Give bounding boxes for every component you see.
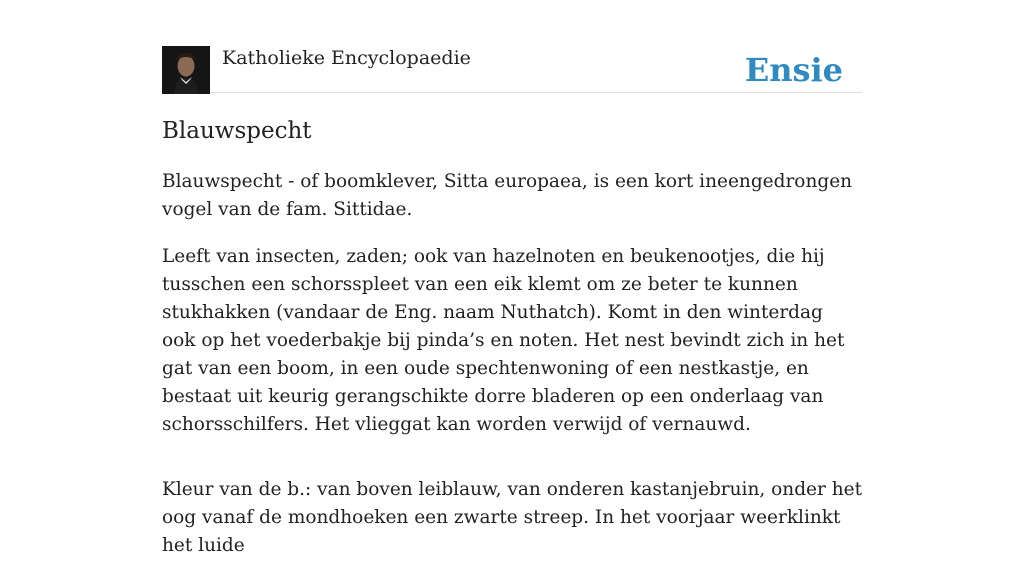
- article-header: [162, 46, 862, 93]
- portrait-avatar-icon[interactable]: [162, 46, 210, 94]
- paragraph-appearance: Kleur van de b.: van boven leiblauw, van onderen kastanjebruin, onder het oog vanaf de mondhoeken een zwarte streep. In het voorjaar weerklinkt het luide: [162, 479, 863, 556]
- source-name[interactable]: Katholieke Encyclopaedie: [222, 47, 471, 69]
- paragraph-definition: Blauwspecht - of boomklever, Sitta europaea, is een kort ineengedrongen vogel van de fam. Sittidae.: [162, 171, 853, 220]
- article-title: Blauwspecht: [162, 118, 312, 144]
- brand-logo[interactable]: Ensie: [744, 51, 843, 89]
- paragraph-habits: Leeft van insecten, zaden; ook van hazelnoten en beukenootjes, die hij tusschen een schorsspleet van een eik klemt om ze beter te kunnen stukhakken (vandaar de Eng. naam Nuthatch). Komt in den winterdag ook op het voederbakje bij pinda’s en noten. Het nest bevindt zich in het gat van een boom, in een oude spechtenwoning of een nestkastje, en bestaat uit keurig gerangschikte dorre bladeren op een onderlaag van schorsschilfers. Het vlieggat kan worden verwijd of vernauwd.: [162, 246, 845, 435]
- article-body: [162, 168, 862, 579]
